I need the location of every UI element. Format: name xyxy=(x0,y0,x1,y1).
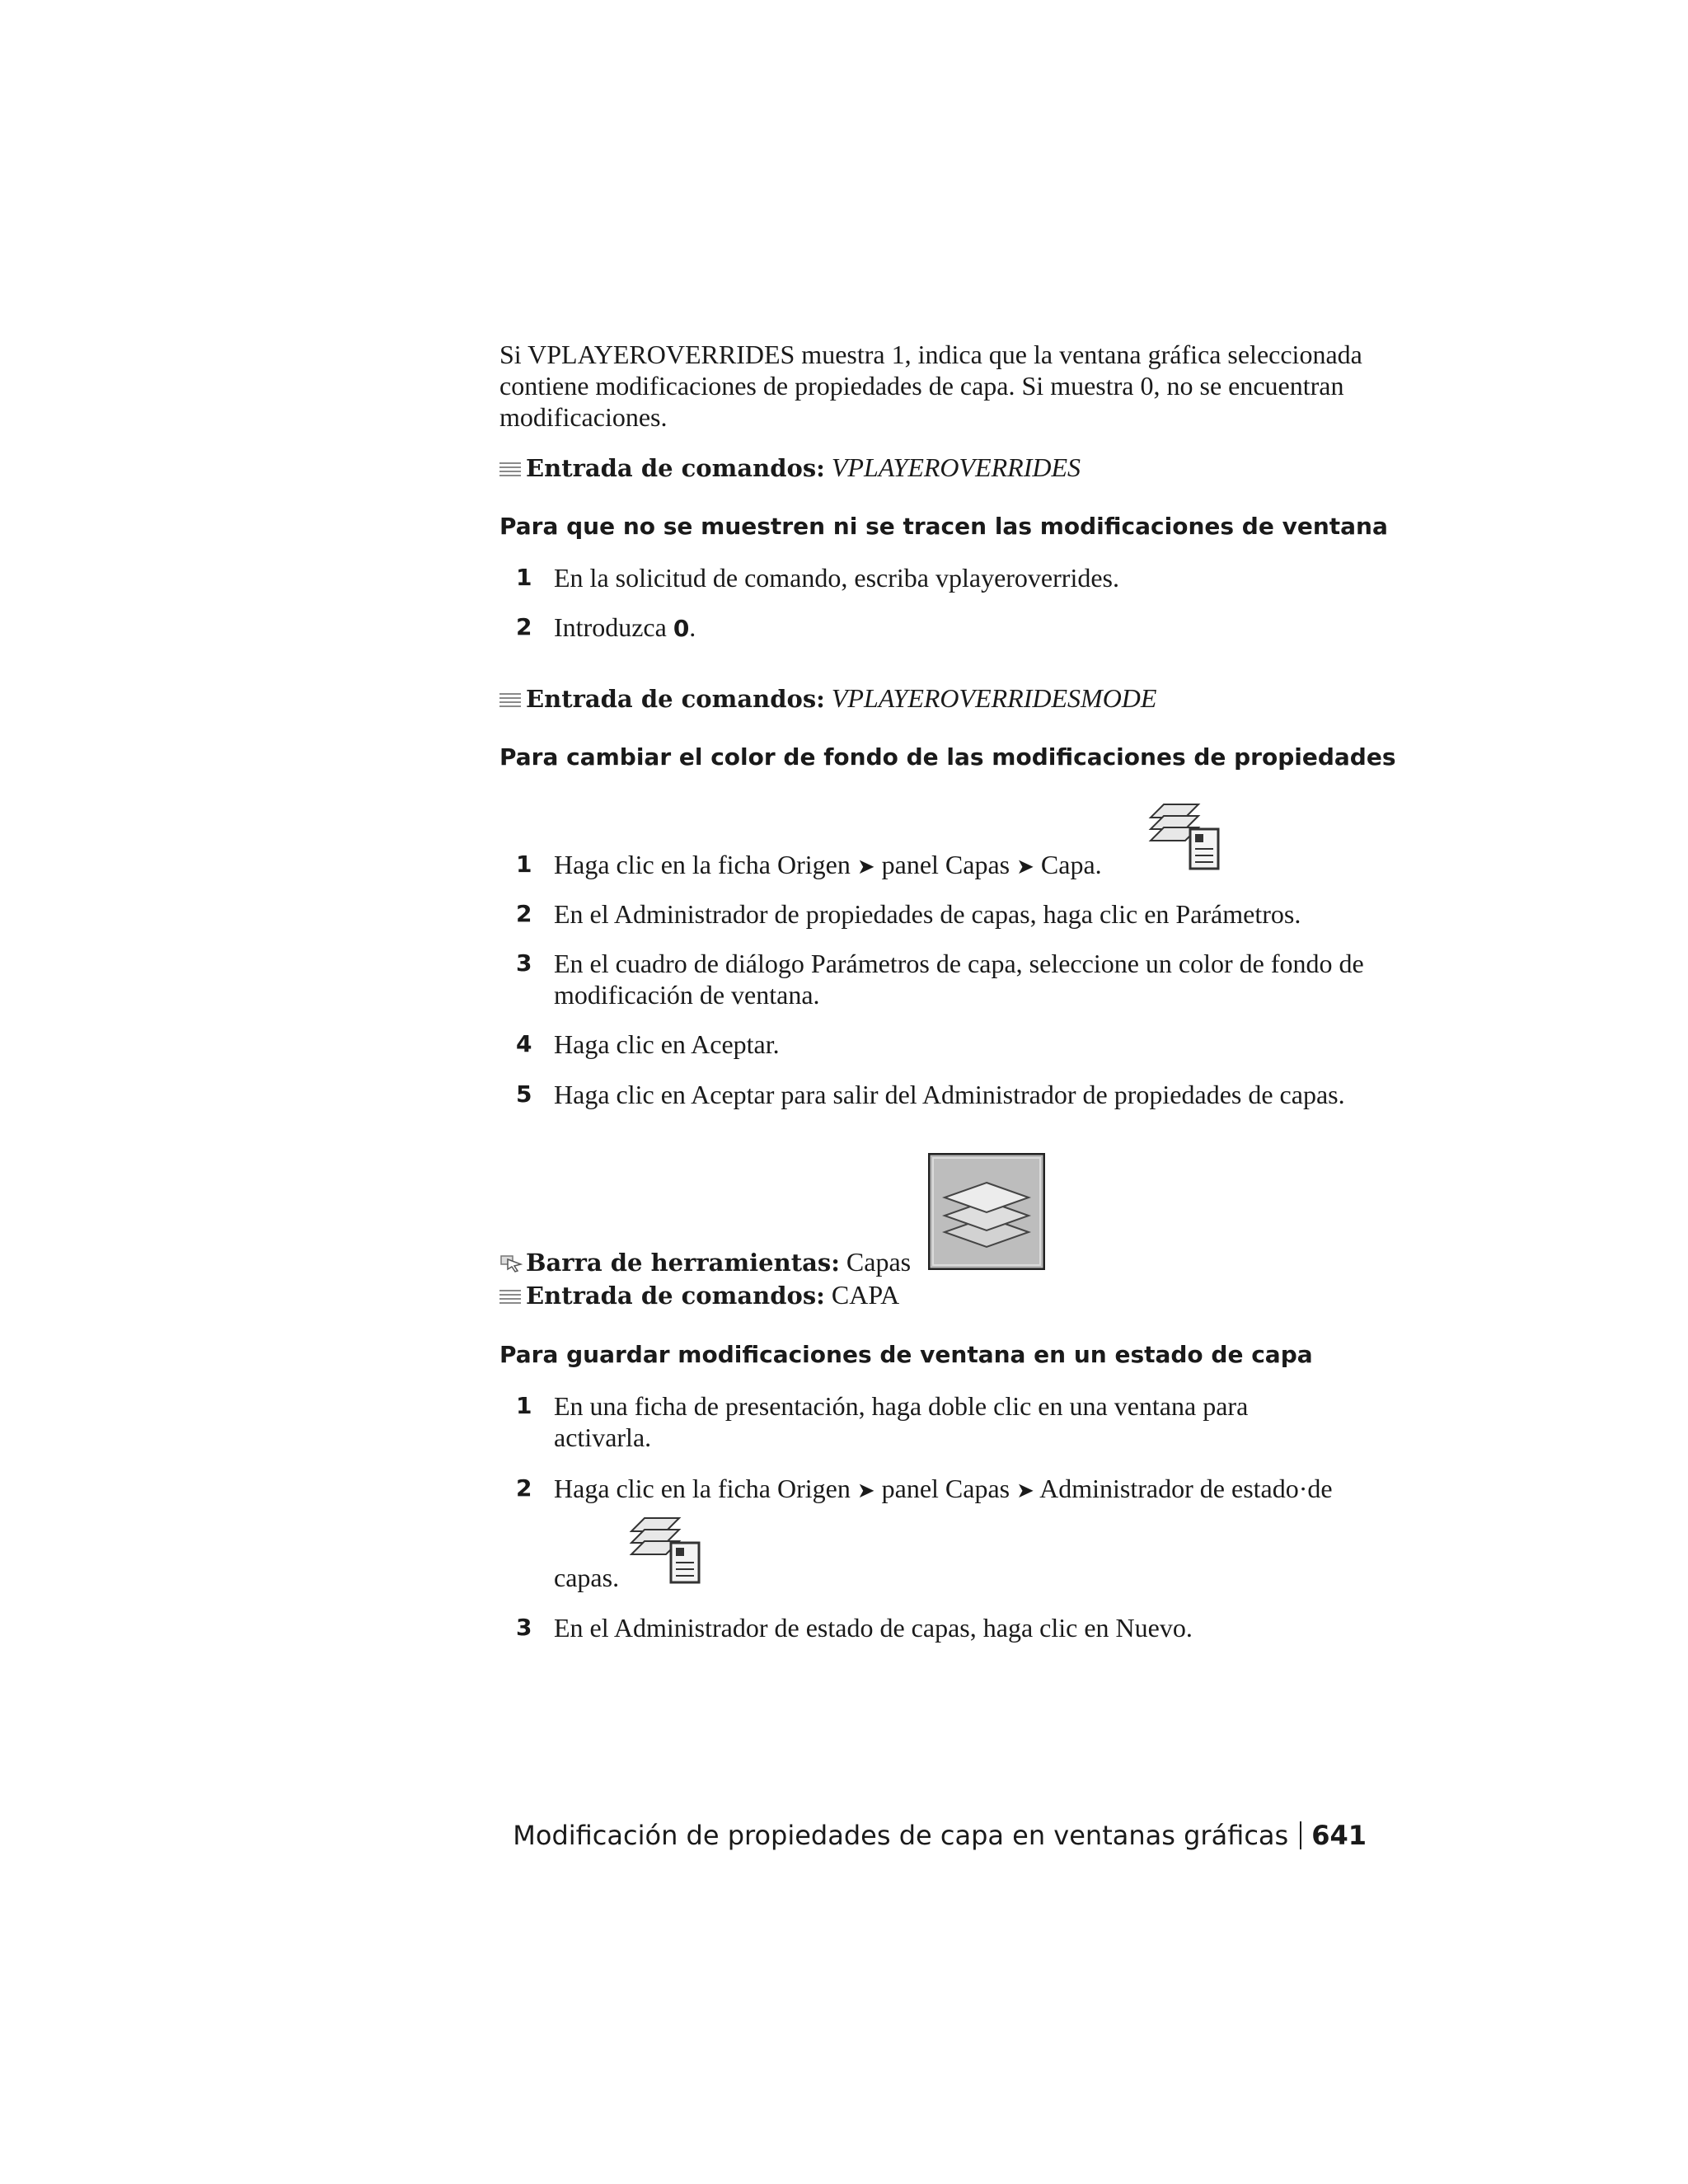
step-number: 2 xyxy=(516,1474,532,1502)
keyboard-icon xyxy=(499,1288,521,1305)
step-text: capas. xyxy=(554,1563,620,1592)
command-name: CAPA xyxy=(831,1280,900,1310)
step-number: 5 xyxy=(516,1080,532,1108)
step-item xyxy=(499,849,1373,883)
page-footer xyxy=(513,1819,1367,1852)
step-text: En la solicitud de comando, escriba vplayeroverrides. xyxy=(554,563,1119,593)
command-entry-3 xyxy=(499,1279,899,1311)
step-text-part: . xyxy=(689,612,696,642)
command-name: VPLAYEROVERRIDES xyxy=(831,452,1081,482)
step-number: 1 xyxy=(516,564,532,591)
menu-arrow-icon: ➤ xyxy=(1016,855,1034,879)
command-name: VPLAYEROVERRIDESMODE xyxy=(831,683,1157,713)
step-item xyxy=(499,898,1373,930)
step-item xyxy=(499,1029,1373,1060)
step-text-part: panel Capas xyxy=(881,1474,1010,1503)
keyboard-icon xyxy=(499,691,521,708)
step-text-part: panel Capas xyxy=(881,850,1010,879)
command-entry-1 xyxy=(499,452,1081,484)
step-number: 2 xyxy=(516,900,532,927)
step-text xyxy=(554,1473,1373,1507)
step-item xyxy=(499,1612,1373,1643)
toolbar-value: Capas xyxy=(846,1247,912,1277)
step-item xyxy=(499,948,1373,1010)
step-text-part: Haga clic en la ficha Origen xyxy=(554,1474,851,1503)
step-text-part: Administrador de estado·de xyxy=(1039,1474,1333,1503)
step-item-continuation xyxy=(499,1562,1373,1593)
step-text xyxy=(554,849,1373,883)
command-entry-label: Entrada de comandos: xyxy=(526,685,825,713)
step-text-part: Haga clic en la ficha Origen xyxy=(554,850,851,879)
step-number: 1 xyxy=(516,1392,532,1419)
step-text: Haga clic en Aceptar. xyxy=(554,1029,780,1059)
keyboard-icon xyxy=(499,461,521,477)
footer-separator xyxy=(1300,1821,1301,1849)
step-number: 1 xyxy=(516,851,532,878)
step-item xyxy=(499,1473,1373,1507)
menu-arrow-icon: ➤ xyxy=(856,855,875,879)
step-text: En el Administrador de propiedades de capas, haga clic en Parámetros. xyxy=(554,899,1301,929)
command-entry-label: Entrada de comandos: xyxy=(526,454,825,482)
page-number: 641 xyxy=(1311,1820,1367,1851)
toolbar-entry xyxy=(499,1246,911,1278)
step-number: 3 xyxy=(516,1614,532,1641)
step-item xyxy=(499,1079,1373,1110)
section-heading-2: Para cambiar el color de fondo de las modificaciones de propiedades xyxy=(499,743,1396,771)
layers-button-icon[interactable] xyxy=(928,1153,1045,1270)
step-text: En una ficha de presentación, haga doble clic en una ventana para activarla. xyxy=(554,1391,1249,1452)
toolbar-label: Barra de herramientas: xyxy=(526,1249,840,1277)
footer-title: Modificación de propiedades de capa en ventanas gráficas xyxy=(513,1820,1289,1851)
section-heading-3: Para guardar modificaciones de ventana en un estado de capa xyxy=(499,1341,1313,1368)
step-number: 4 xyxy=(516,1030,532,1057)
step-item xyxy=(499,612,1373,644)
step-text-bold: 0 xyxy=(673,615,690,642)
menu-arrow-icon: ➤ xyxy=(856,1479,875,1503)
step-item xyxy=(499,1390,1373,1453)
menu-arrow-icon: ➤ xyxy=(1016,1479,1034,1503)
step-text-part: Introduzca xyxy=(554,612,673,642)
command-entry-label: Entrada de comandos: xyxy=(526,1282,825,1310)
step-text-part: Capa. xyxy=(1040,850,1102,879)
toolbar-icon xyxy=(499,1253,523,1272)
intro-paragraph: Si VPLAYEROVERRIDES muestra 1, indica que la ventana gráfica seleccionada contiene modificaciones de propiedades de capa. Si muestra 0, no se encuentran modificaciones. xyxy=(499,340,1362,432)
step-text: En el cuadro de diálogo Parámetros de capa, seleccione un color de fondo de modificación de ventana. xyxy=(554,949,1364,1010)
step-number: 3 xyxy=(516,949,532,977)
section-heading-1: Para que no se muestren ni se tracen las modificaciones de ventana xyxy=(499,513,1388,540)
step-item xyxy=(499,562,1373,593)
step-text: En el Administrador de estado de capas, haga clic en Nuevo. xyxy=(554,1613,1193,1643)
command-entry-2 xyxy=(499,682,1156,715)
step-text: Haga clic en Aceptar para salir del Administrador de propiedades de capas. xyxy=(554,1080,1345,1109)
step-number: 2 xyxy=(516,613,532,640)
step-text xyxy=(554,612,1373,644)
